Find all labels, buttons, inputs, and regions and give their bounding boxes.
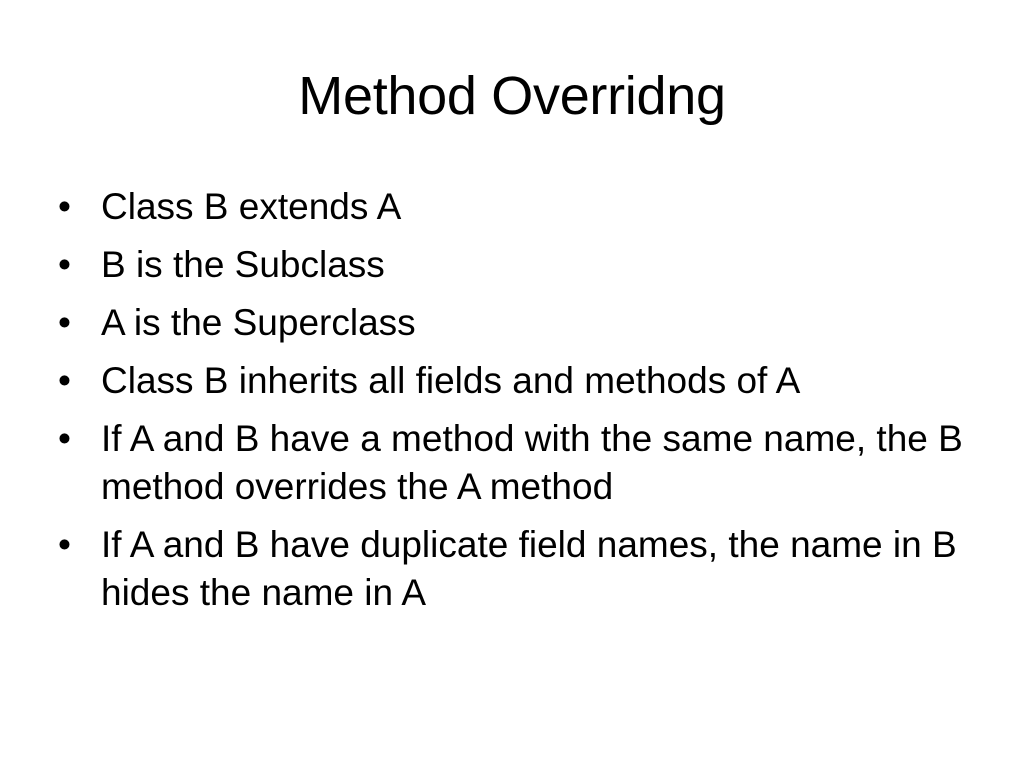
bullet-text: If A and B have a method with the same name, the B method overrides the A method <box>101 418 963 507</box>
slide-title: Method Overridng <box>298 66 726 126</box>
bullet-item <box>58 521 978 617</box>
bullet-item <box>58 357 978 405</box>
bullet-item <box>58 241 978 289</box>
bullet-text: Class B inherits all fields and methods of A <box>101 360 801 401</box>
bullet-text: Class B extends A <box>101 186 402 227</box>
bullet-icon: • <box>58 302 71 343</box>
bullet-item <box>58 183 978 231</box>
bullet-item <box>58 299 978 347</box>
bullet-icon: • <box>58 524 71 565</box>
bullet-item <box>58 415 978 511</box>
bullet-text: If A and B have duplicate field names, the name in B hides the name in A <box>101 524 957 613</box>
bullet-icon: • <box>58 186 71 227</box>
bullet-icon: • <box>58 418 71 459</box>
bullet-icon: • <box>58 360 71 401</box>
bullet-text: A is the Superclass <box>101 302 416 343</box>
bullet-list <box>58 183 978 627</box>
bullet-icon: • <box>58 244 71 285</box>
bullet-text: B is the Subclass <box>101 244 385 285</box>
